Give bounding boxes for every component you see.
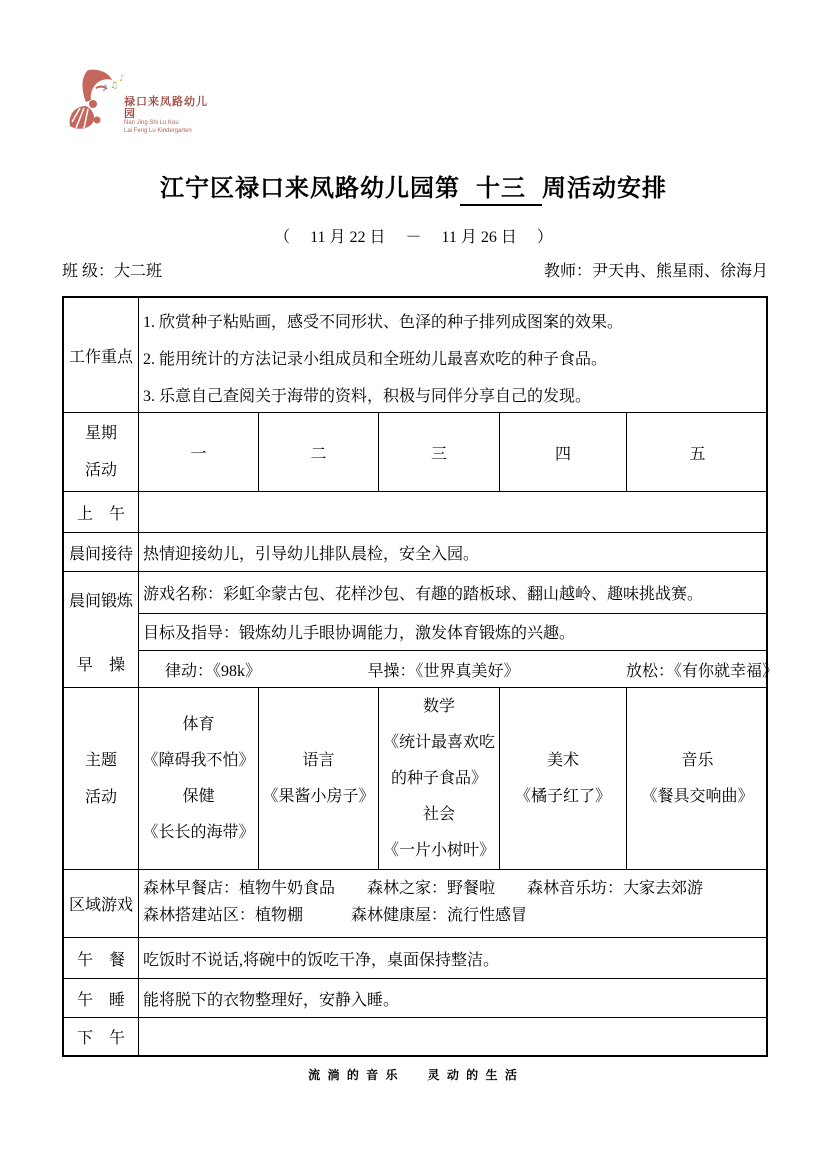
nap-row: [64, 979, 766, 1018]
theme-monday: [139, 688, 259, 869]
exercise-header-bottom: 早 操: [76, 657, 125, 674]
theme-line: 《橘子红了》: [514, 787, 611, 805]
theme-header-top: 主题: [84, 751, 117, 769]
afternoon-row: [64, 1018, 766, 1055]
title-week-number: 十三: [460, 168, 542, 206]
theme-line: 《一片小树叶》: [382, 841, 495, 859]
class-label: 班 级：大二班: [62, 263, 163, 280]
exercise-header-top: 晨间锻炼: [68, 593, 133, 610]
work-focus-item-1: 1. 欣赏种子粘贴画，感受不同形状、色泽的种子排列成图案的效果。: [143, 314, 624, 331]
exercise-relax: 放松：《有你就幸福》: [625, 662, 778, 680]
theme-thursday: [500, 688, 627, 869]
music-note-icon-green: ♫: [110, 81, 119, 91]
row-header-nap: 午 睡: [64, 979, 139, 1017]
row-header-lunch: 午 餐: [64, 938, 139, 978]
page-title: [0, 168, 827, 206]
theme-line: 《果酱小房子》: [262, 787, 375, 805]
theme-wednesday: [379, 688, 500, 869]
afternoon-content: [139, 1018, 766, 1055]
row-header-week-activity: [64, 413, 139, 491]
theme-line: 语言: [302, 751, 335, 769]
title-prefix: 江宁区禄口来凤路幼儿园第: [160, 176, 460, 202]
music-note-icon-orange: ♪: [119, 74, 125, 84]
theme-header-bottom: 活动: [84, 788, 117, 806]
theme-line: 数学: [422, 697, 455, 715]
weekday-monday: 一: [139, 413, 259, 491]
theme-friday: [627, 688, 768, 869]
theme-line: 社会: [422, 805, 455, 823]
music-note-icon-blue: ♪: [102, 84, 108, 94]
weekday-friday: 五: [689, 445, 706, 463]
lunch-row: [64, 938, 766, 979]
weekday-tuesday: 二: [259, 413, 379, 491]
theme-line: 《统计最喜欢吃的种子食品》: [382, 733, 495, 787]
row-header-work-focus: 工作重点: [64, 298, 139, 412]
region-games-content: 森林早餐店：植物牛奶食品 森林之家：野餐啦 森林音乐坊：大家去郊游 森林搭建站区：植物棚 森林健康屋：流行性感冒: [143, 880, 752, 924]
row-header-theme: [64, 688, 139, 869]
theme-line: 《障碍我不怕》: [142, 751, 255, 769]
row-header-afternoon: 下 午: [64, 1018, 139, 1055]
theme-line: 音乐: [681, 751, 714, 769]
work-focus-item-3: 3. 乐意自己查阅关于海带的资料，积极与同伴分享自己的发现。: [143, 388, 592, 405]
exercise-morning: 早操：《世界真美好》: [367, 662, 520, 680]
reception-content: 热情迎接幼儿，引导幼儿排队晨检，安全入园。: [143, 545, 480, 563]
title-suffix: 周活动安排: [542, 176, 667, 202]
weekday-thursday: 四: [500, 413, 627, 491]
reception-row: [64, 533, 766, 572]
weekday-header-row: [64, 413, 766, 492]
theme-line: 体育: [182, 715, 215, 733]
logo-name-english-line2: Lai Feng Lu Kindergarten: [124, 127, 192, 134]
teachers-label: 教师：尹天冉、熊星雨、徐海月: [543, 263, 768, 280]
schedule-table: [62, 296, 778, 1057]
row-header-reception: 晨间接待: [64, 533, 139, 571]
row-header-exercise: [64, 572, 139, 687]
logo-name-chinese: 禄口来凤路幼儿园: [124, 96, 208, 121]
region-games-row: [64, 870, 766, 938]
theme-line: 《餐具交响曲》: [641, 787, 754, 805]
kindergarten-logo: [66, 68, 216, 136]
theme-line: 《长长的海带》: [142, 823, 255, 841]
theme-line: 保健: [182, 787, 215, 805]
week-header-top: 星期: [84, 425, 117, 442]
row-header-region-games: 区域游戏: [64, 870, 139, 937]
morning-row: [64, 492, 766, 533]
nap-content: 能将脱下的衣物整理好，安静入睡。: [143, 991, 400, 1009]
morning-content: [139, 492, 766, 532]
lunch-content: 吃饭时不说话,将碗中的饭吃干净，桌面保持整洁。: [143, 951, 500, 969]
exercise-row: [64, 572, 778, 688]
exercise-games: 游戏名称：彩虹伞蒙古包、花样沙包、有趣的踏板球、翻山越岭、趣味挑战赛。: [139, 572, 766, 614]
exercise-rhythm: 律动：《98k》: [165, 662, 262, 680]
week-header-bottom: 活动: [84, 462, 117, 479]
row-header-morning: 上 午: [64, 492, 139, 532]
logo-name-english-line1: Nan Jing Shi Lu Kou: [124, 120, 179, 127]
work-focus-item-2: 2. 能用统计的方法记录小组成员和全班幼儿最喜欢吃的种子食品。: [143, 351, 608, 368]
theme-line: 美术: [546, 751, 579, 769]
theme-activity-row: [64, 688, 766, 870]
work-focus-row: [64, 298, 766, 413]
footer-motto: 流 淌 的 音 乐 灵 动 的 生 活: [308, 1068, 519, 1082]
date-range: （ 11 月 22 日 － 11 月 26 日 ）: [274, 229, 553, 246]
weekday-wednesday: 三: [379, 413, 500, 491]
morning-exercise-line: [139, 651, 778, 687]
theme-tuesday: [259, 688, 379, 869]
exercise-goal: 目标及指导：锻炼幼儿手眼协调能力，激发体育锻炼的兴趣。: [139, 614, 766, 652]
